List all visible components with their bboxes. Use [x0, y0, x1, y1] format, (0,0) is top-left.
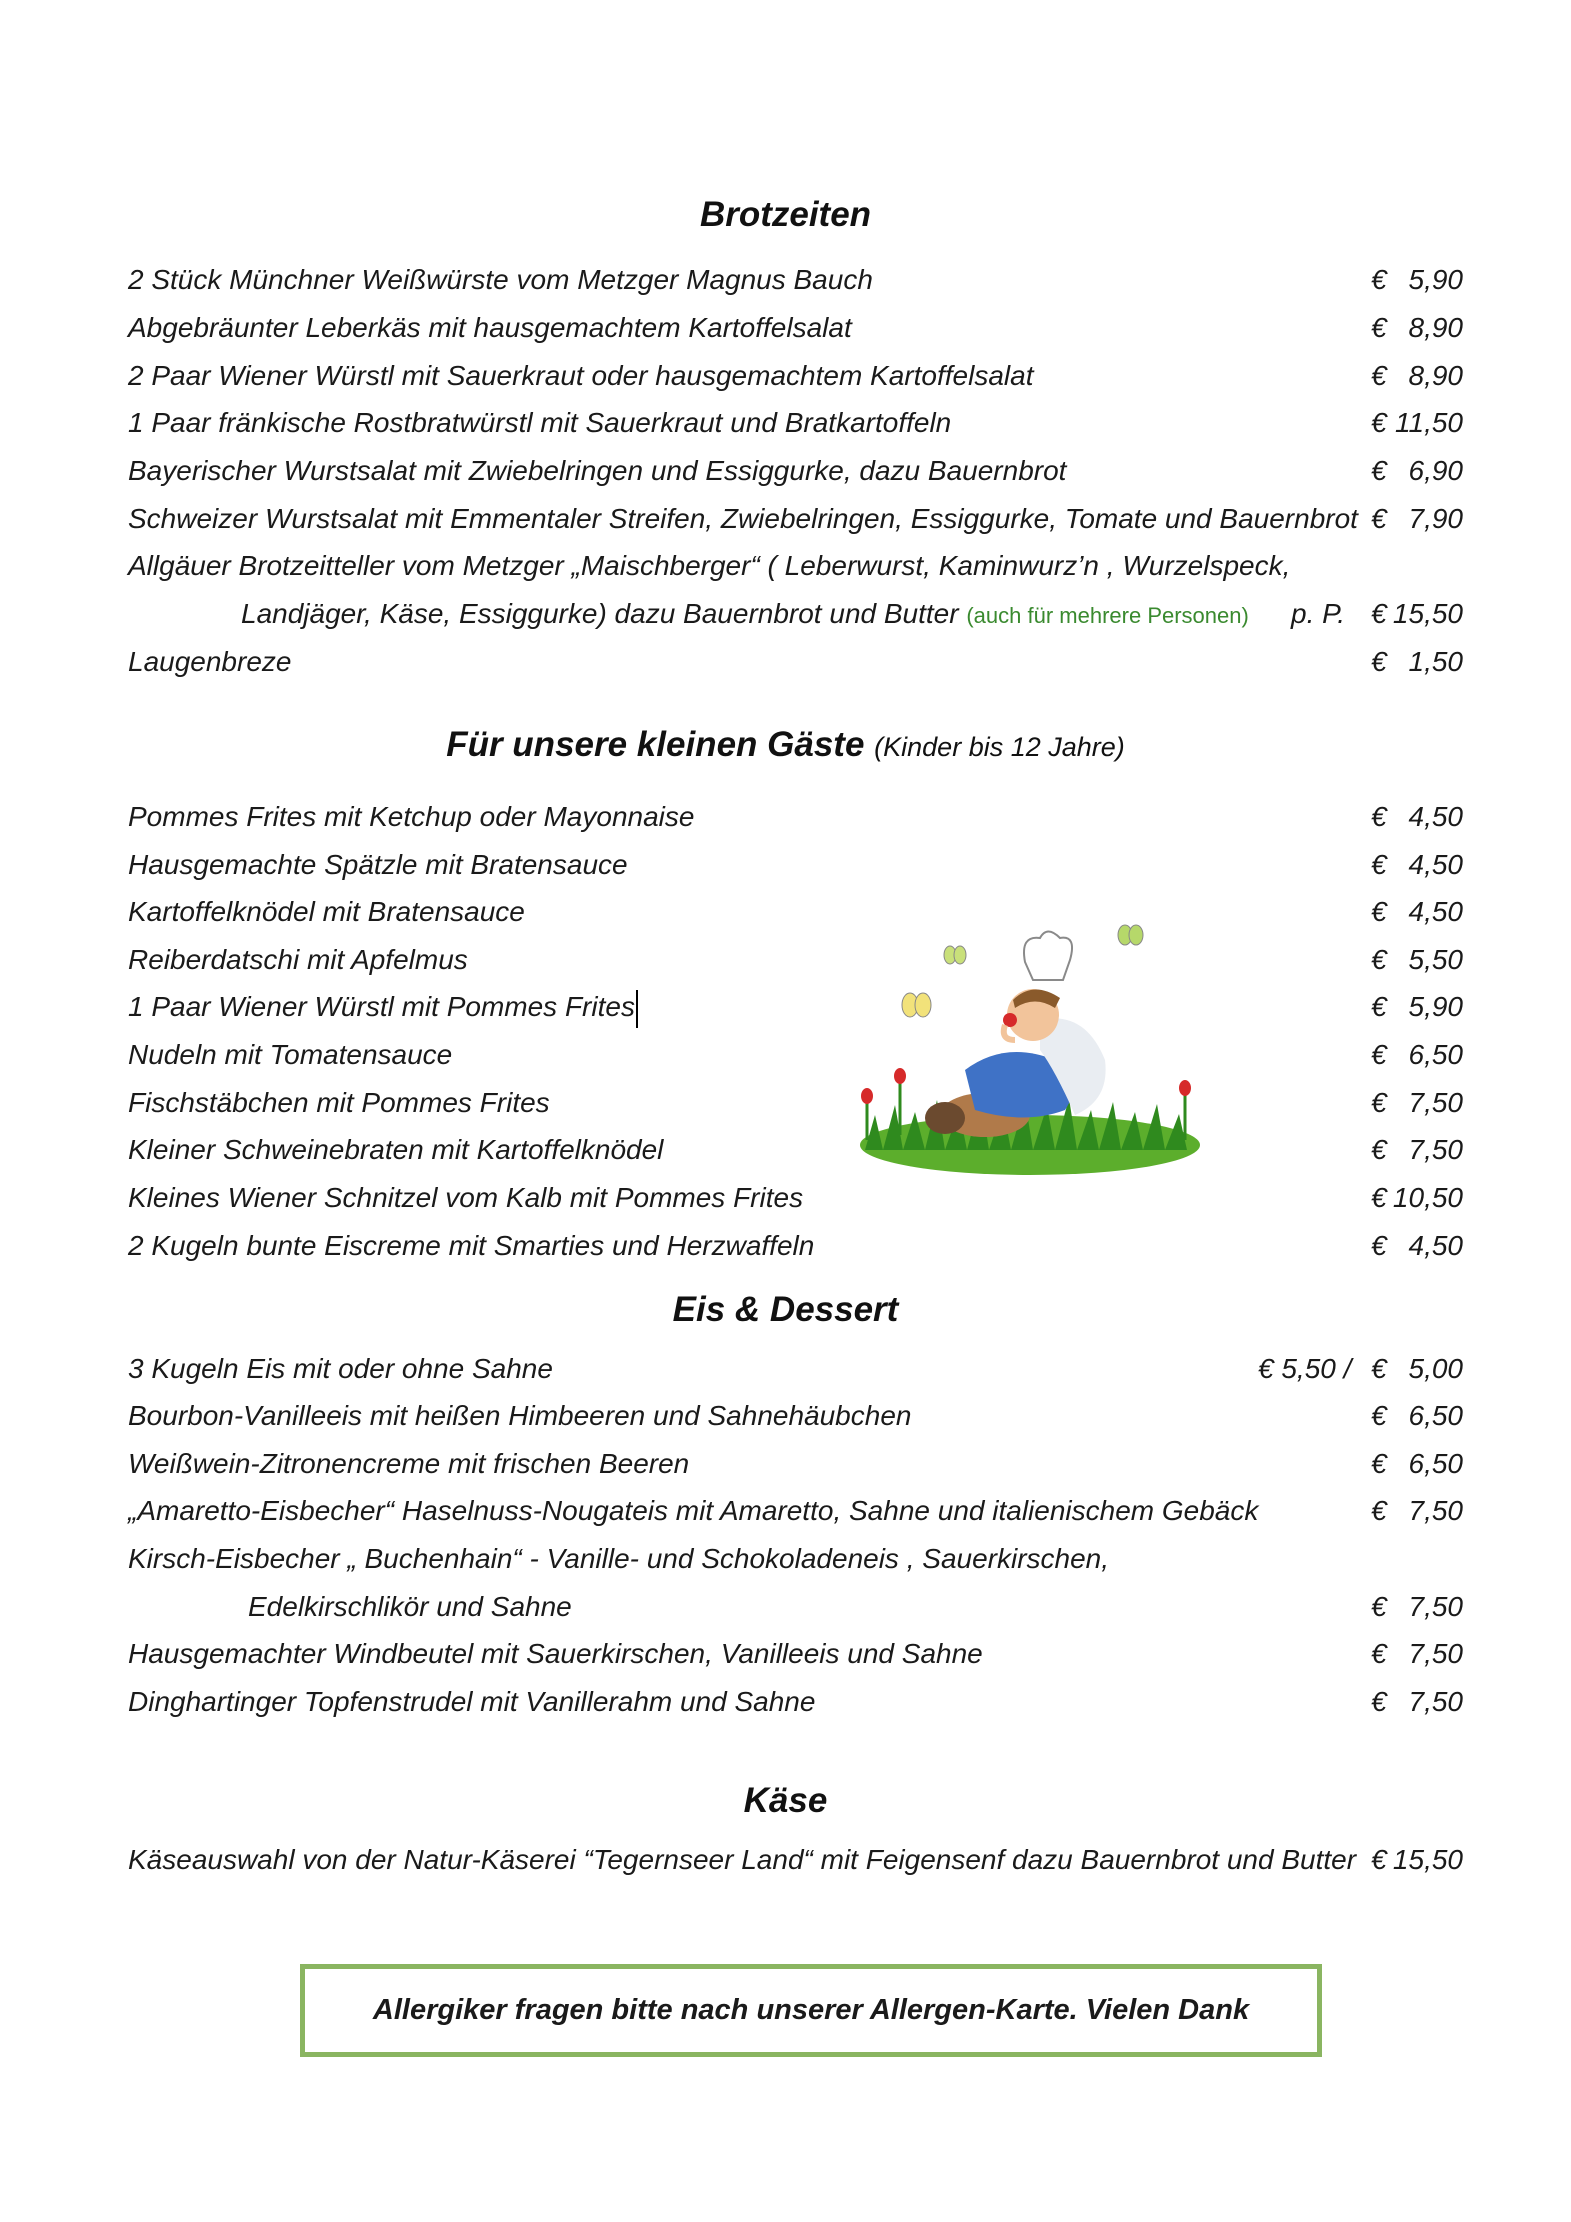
menu-item-name: Bourbon-Vanilleeis mit heißen Himbeeren und Sahnehäubchen [128, 1400, 912, 1431]
menu-item: Weißwein-Zitronencreme mit frischen Beeren € 6,50 [128, 1442, 1468, 1486]
menu-item: Landjäger, Käse, Essiggurke) dazu Bauernbrot und Butter (auch für mehrere Personen) p. P. € 15,50 [128, 592, 1468, 636]
allergy-note-box [300, 1964, 1322, 2057]
menu-item: 2 Stück Münchner Weißwürste vom Metzger Magnus Bauch € 5,90 [128, 258, 1468, 302]
menu-item-name: Allgäuer Brotzeitteller vom Metzger „Maischberger“ ( Leberwurst, Kaminwurz’n , Wurzelspeck, [128, 550, 1291, 581]
menu-item-name: Kartoffelknödel mit Bratensauce [128, 896, 525, 927]
menu-item: Schweizer Wurstsalat mit Emmentaler Streifen, Zwiebelringen, Essiggurke, Tomate und Bauernbrot € 7,90 [128, 497, 1468, 541]
menu-item: Nudeln mit Tomatensauce € 6,50 [128, 1033, 1468, 1077]
menu-item: Edelkirschlikör und Sahne € 7,50 [128, 1585, 1468, 1629]
menu-item: 1 Paar Wiener Würstl mit Pommes Frites € 5,90 [128, 985, 1468, 1029]
menu-item: Käseauswahl von der Natur-Käserei “Tegernseer Land“ mit Feigensenf dazu Bauernbrot und Butter € 15,50 [128, 1838, 1468, 1882]
menu-item: Kartoffelknödel mit Bratensauce € 4,50 [128, 890, 1468, 934]
menu-item-name: Kleines Wiener Schnitzel vom Kalb mit Pommes Frites [128, 1182, 804, 1213]
menu-item: Abgebräunter Leberkäs mit hausgemachtem Kartoffelsalat € 8,90 [128, 306, 1468, 350]
menu-item: Reiberdatschi mit Apfelmus € 5,50 [128, 938, 1468, 982]
menu-item-note: (auch für mehrere Personen) [966, 603, 1249, 628]
menu-item-name: 2 Stück Münchner Weißwürste vom Metzger Magnus Bauch [128, 264, 873, 295]
section-title-dessert: Eis & Dessert [672, 1290, 899, 1329]
menu-item-name: Kleiner Schweinebraten mit Kartoffelknödel [128, 1134, 664, 1165]
menu-item: 3 Kugeln Eis mit oder ohne Sahne € 5,50 / € 5,00 [128, 1347, 1468, 1391]
menu-item: „Amaretto-Eisbecher“ Haselnuss-Nougateis mit Amaretto, Sahne und italienischem Gebäck € 7,50 [128, 1489, 1468, 1533]
menu-item: Hausgemachter Windbeutel mit Sauerkirschen, Vanilleeis und Sahne € 7,50 [128, 1632, 1468, 1676]
menu-item: Kleines Wiener Schnitzel vom Kalb mit Pommes Frites € 10,50 [128, 1176, 1468, 1220]
text-cursor [636, 990, 638, 1028]
menu-item-name: Käseauswahl von der Natur-Käserei “Tegernseer Land“ mit Feigensenf dazu Bauernbrot und Butter [128, 1844, 1357, 1875]
allergy-note: Allergiker fragen bitte nach unserer Allergen-Karte. Vielen Dank [372, 1994, 1250, 2026]
menu-item-name: 2 Paar Wiener Würstl mit Sauerkraut oder hausgemachtem Kartoffelsalat [128, 360, 1034, 391]
menu-item: Hausgemachte Spätzle mit Bratensauce € 4,50 [128, 843, 1468, 887]
menu-item: Pommes Frites mit Ketchup oder Mayonnaise € 4,50 [128, 795, 1468, 839]
menu-item-name: 2 Kugeln bunte Eiscreme mit Smarties und Herzwaffeln [128, 1230, 815, 1261]
menu-item: 2 Paar Wiener Würstl mit Sauerkraut oder hausgemachtem Kartoffelsalat € 8,90 [128, 354, 1468, 398]
menu-item-name: Edelkirschlikör und Sahne [248, 1591, 572, 1622]
menu-item: Bayerischer Wurstsalat mit Zwiebelringen und Essiggurke, dazu Bauernbrot € 6,90 [128, 449, 1468, 493]
menu-item: Laugenbreze € 1,50 [128, 640, 1468, 684]
menu-item-name: Bayerischer Wurstsalat mit Zwiebelringen und Essiggurke, dazu Bauernbrot [128, 455, 1067, 486]
menu-item: Fischstäbchen mit Pommes Frites € 7,50 [128, 1081, 1468, 1125]
menu-item [128, 544, 1468, 588]
menu-item [128, 1537, 1468, 1581]
menu-item-name: Landjäger, Käse, Essiggurke) dazu Bauernbrot und Butter (auch für mehrere Personen) [241, 598, 1249, 629]
menu-item: 1 Paar fränkische Rostbratwürstl mit Sauerkraut und Bratkartoffeln € 11,50 [128, 401, 1468, 445]
menu-item-name: 1 Paar Wiener Würstl mit Pommes Frites [128, 985, 638, 1029]
menu-item-alt-price: € 5,50 / [1258, 1353, 1352, 1384]
menu-item-name: Schweizer Wurstsalat mit Emmentaler Streifen, Zwiebelringen, Essiggurke, Tomate und Bauernbrot [128, 503, 1358, 534]
menu-item-name: Dinghartinger Topfenstrudel mit Vanillerahm und Sahne [128, 1686, 816, 1717]
menu-item-per-person: p. P. [1291, 598, 1345, 629]
menu-item: Bourbon-Vanilleeis mit heißen Himbeeren und Sahnehäubchen € 6,50 [128, 1394, 1468, 1438]
menu-item-name: Hausgemachte Spätzle mit Bratensauce [128, 849, 628, 880]
menu-item-name: Reiberdatschi mit Apfelmus [128, 944, 468, 975]
menu-item: Kleiner Schweinebraten mit Kartoffelknödel € 7,50 [128, 1128, 1468, 1172]
section-title-brotzeiten: Brotzeiten [699, 195, 872, 234]
menu-item-name: Hausgemachter Windbeutel mit Sauerkirschen, Vanilleeis und Sahne [128, 1638, 983, 1669]
menu-item: 2 Kugeln bunte Eiscreme mit Smarties und Herzwaffeln € 4,50 [128, 1224, 1468, 1268]
section-subtitle-kinder: (Kinder bis 12 Jahre) [874, 732, 1125, 762]
menu-item-name: Laugenbreze [128, 646, 292, 677]
menu-item-name: Abgebräunter Leberkäs mit hausgemachtem Kartoffelsalat [128, 312, 852, 343]
section-title-kaese: Käse [743, 1781, 828, 1820]
menu-item-name: Kirsch-Eisbecher „ Buchenhain“ - Vanille- und Schokoladeneis , Sauerkirschen, [128, 1543, 1110, 1574]
menu-item-name: Nudeln mit Tomatensauce [128, 1039, 453, 1070]
menu-item-name: Fischstäbchen mit Pommes Frites [128, 1087, 550, 1118]
menu-item-name: Weißwein-Zitronencreme mit frischen Beeren [128, 1448, 690, 1479]
menu-item-name: 1 Paar fränkische Rostbratwürstl mit Sauerkraut und Bratkartoffeln [128, 407, 952, 438]
menu-item-name: „Amaretto-Eisbecher“ Haselnuss-Nougateis mit Amaretto, Sahne und italienischem Gebäck [128, 1495, 1259, 1526]
menu-item: Dinghartinger Topfenstrudel mit Vanillerahm und Sahne € 7,50 [128, 1680, 1468, 1724]
menu-item-name: Pommes Frites mit Ketchup oder Mayonnaise [128, 801, 695, 832]
resting-chef-illustration [855, 900, 1205, 1180]
menu-item-name: 3 Kugeln Eis mit oder ohne Sahne [128, 1353, 553, 1384]
section-title-kinder: Für unsere kleinen Gäste (Kinder bis 12 Jahre) [446, 725, 1125, 764]
